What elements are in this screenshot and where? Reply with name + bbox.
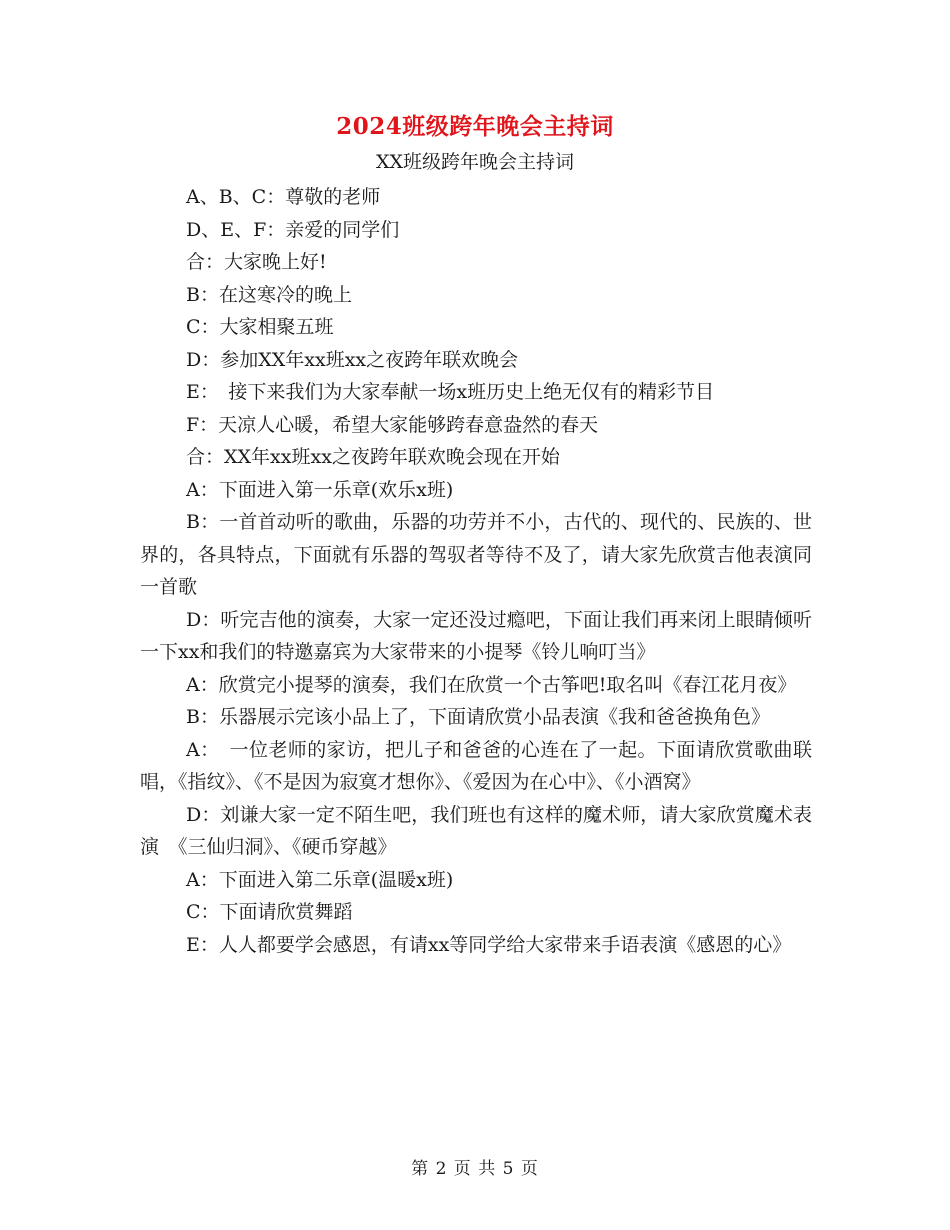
paragraph: F：天凉人心暖，希望大家能够跨春意盎然的春天 <box>186 413 599 436</box>
paragraph: A：下面进入第一乐章(欢乐x班) <box>186 478 454 501</box>
paragraph: A：欣赏完小提琴的演奏，我们在欣赏一个古筝吧!取名叫《春江花月夜》 <box>186 673 797 696</box>
paragraph: E：人人都要学会感恩，有请xx等同学给大家带来手语表演《感恩的心》 <box>186 933 792 956</box>
paragraph: E： 接下来我们为大家奉献一场x班历史上绝无仅有的精彩节目 <box>186 381 715 403</box>
paragraph: A、B、C：尊敬的老师 <box>186 186 381 208</box>
paragraph: C：下面请欣赏舞蹈 <box>186 901 353 923</box>
paragraph: A： 一位老师的家访，把儿子和爸爸的心连在了一起。下面请欣赏歌曲联唱，《指纹》、《不是因为寂寞才想你》、《爱因为在心中》、《小酒窝》 <box>140 738 812 793</box>
paragraph: B：一首首动听的歌曲，乐器的功劳并不小，古代的、现代的、民族的、世界的，各具特点，下面就有乐器的驾驭者等待不及了，请大家先欣赏吉他表演同一首歌 <box>140 511 812 598</box>
paragraph: D：刘谦大家一定不陌生吧，我们班也有这样的魔术师，请大家欣赏魔术表演 《三仙归洞》、《硬币穿越》 <box>140 803 812 858</box>
paragraph: B：在这寒冷的晚上 <box>186 283 352 306</box>
paragraph: 合：大家晚上好! <box>186 251 327 273</box>
paragraph: A：下面进入第二乐章(温暖x班) <box>186 868 454 891</box>
paragraph: D：参加XX年xx班xx之夜跨年联欢晚会 <box>186 348 519 371</box>
paragraph: B：乐器展示完该小品上了，下面请欣赏小品表演《我和爸爸换角色》 <box>186 706 770 728</box>
paragraph: C：大家相聚五班 <box>186 316 334 338</box>
paragraph: 合：XX年xx班xx之夜跨年联欢晚会现在开始 <box>186 446 560 468</box>
document-body <box>140 181 812 961</box>
paragraph: D、E、F：亲爱的同学们 <box>186 218 400 241</box>
document-title: 2024班级跨年晚会主持词 <box>336 113 614 140</box>
document-subtitle: XX班级跨年晚会主持词 <box>375 151 575 173</box>
paragraph: D：听完吉他的演奏，大家一定还没过瘾吧，下面让我们再来闭上眼睛倾听一下xx和我们的特邀嘉宾为大家带来的小提琴《铃儿响叮当》 <box>140 608 812 663</box>
page-footer: 第 2 页 共 5 页 <box>411 1159 539 1179</box>
